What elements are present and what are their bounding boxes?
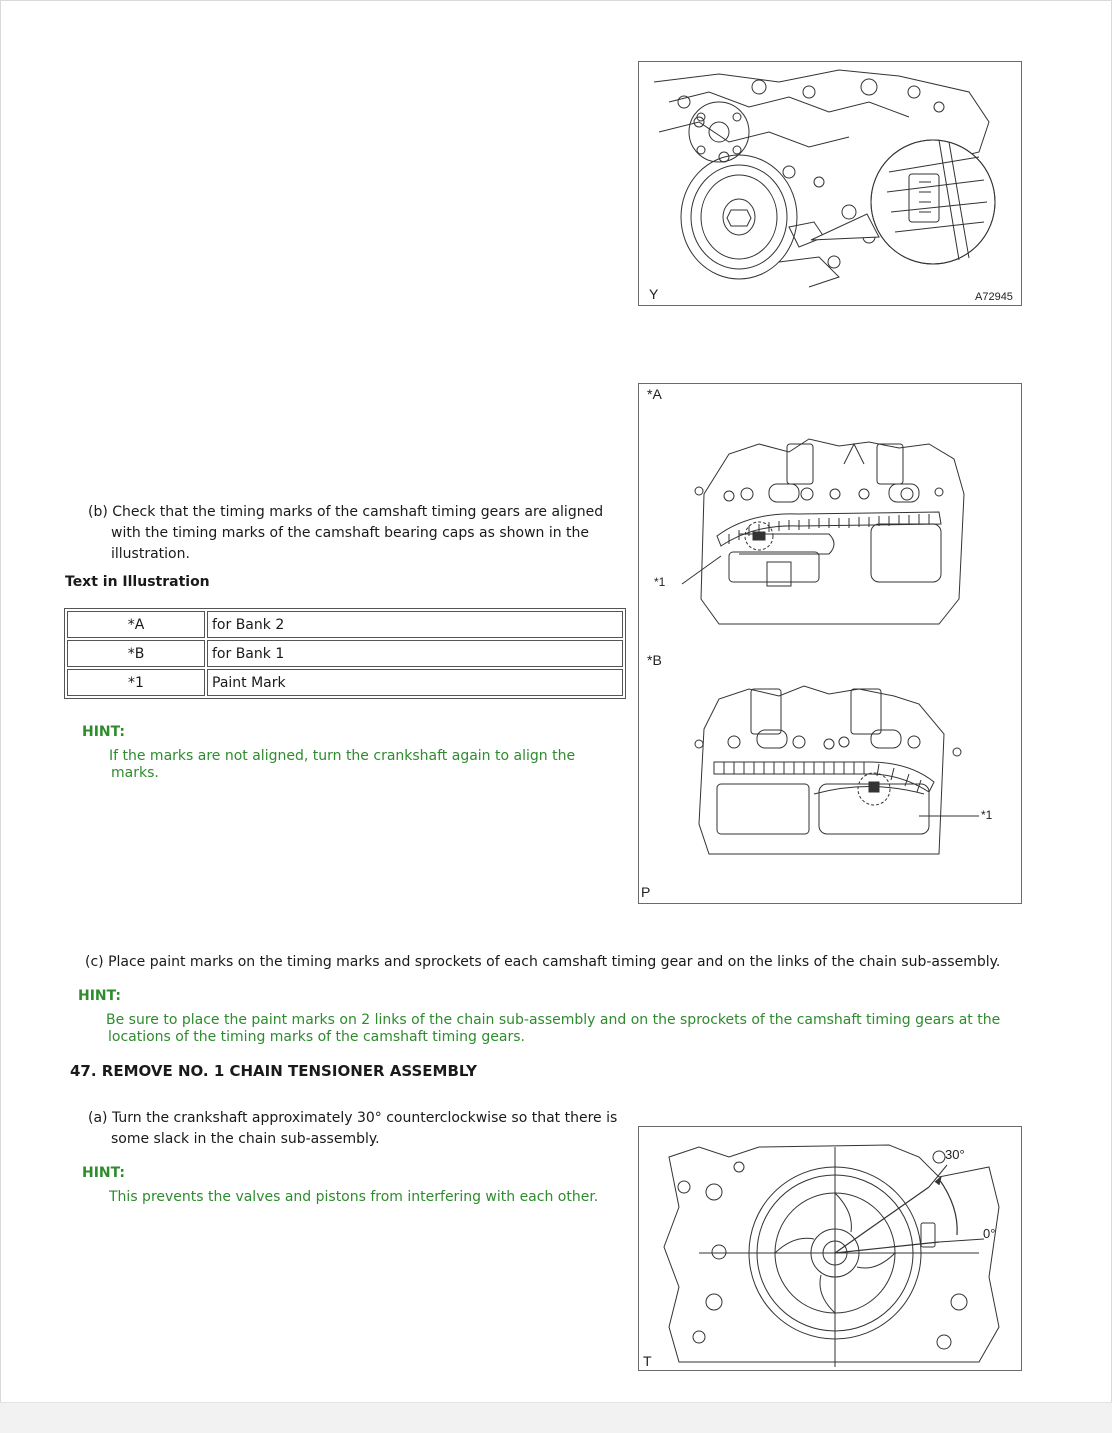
bank2-callout: *1 [654, 575, 666, 589]
step-a-line-1: (a) Turn the crankshaft approximately 30° counterclockwise so that there is [88, 1110, 618, 1126]
hint-1-line-1: If the marks are not aligned, turn the crankshaft again to align the [109, 748, 576, 764]
figure-corner-label: T [643, 1353, 652, 1369]
figure-camshaft-timing-marks [638, 383, 1022, 904]
step-c: (c) Place paint marks on the timing marks and sprockets of each camshaft timing gear and on the links of the chain sub-assembly. [85, 954, 1001, 970]
figure-crankshaft-rotation [638, 1126, 1022, 1371]
page-footer-band [0, 1402, 1112, 1433]
hint-2-line-2: locations of the timing marks of the camshaft timing gears. [108, 1029, 525, 1045]
step-a-line-2: some slack in the chain sub-assembly. [111, 1131, 380, 1147]
legend-value: Paint Mark [207, 669, 623, 696]
figure-corner-label: P [641, 884, 651, 900]
step-b-line-3: illustration. [111, 546, 190, 562]
table-row [67, 640, 623, 667]
angle-0-label: 0° [983, 1226, 996, 1241]
legend-value: for Bank 1 [207, 640, 623, 667]
figure-code: A72945 [975, 291, 1013, 303]
camshaft-timing-drawing [639, 384, 1021, 903]
figure-crankshaft-pulley [638, 61, 1022, 306]
hint-3-title: HINT: [82, 1165, 126, 1181]
crankshaft-pulley-drawing [639, 62, 1021, 305]
angle-30-label: 30° [945, 1147, 965, 1162]
step-b-line-1: (b) Check that the timing marks of the camshaft timing gears are aligned [88, 504, 604, 520]
legend-key: *B [67, 640, 205, 667]
crankshaft-rotation-drawing [639, 1127, 1021, 1370]
bank1-label: *B [647, 652, 662, 668]
illustration-legend-table [64, 608, 626, 699]
bank1-callout: *1 [981, 808, 993, 822]
step-b-line-2: with the timing marks of the camshaft bearing caps as shown in the [111, 525, 590, 541]
legend-key: *1 [67, 669, 205, 696]
hint-1-title: HINT: [82, 724, 126, 740]
text-in-illustration-heading: Text in Illustration [65, 574, 210, 590]
hint-2-title: HINT: [78, 988, 122, 1004]
figure-corner-label: Y [649, 286, 659, 302]
bank2-label: *A [647, 386, 662, 402]
section-47-heading: 47. REMOVE NO. 1 CHAIN TENSIONER ASSEMBLY [70, 1062, 477, 1080]
legend-value: for Bank 2 [207, 611, 623, 638]
legend-key: *A [67, 611, 205, 638]
table-row [67, 611, 623, 638]
table-row [67, 669, 623, 696]
hint-1-line-2: marks. [111, 765, 159, 781]
hint-2-line-1: Be sure to place the paint marks on 2 links of the chain sub-assembly and on the sprockets of the camshaft timing gears at the [106, 1012, 1001, 1028]
hint-3-line-1: This prevents the valves and pistons from interfering with each other. [109, 1189, 599, 1205]
